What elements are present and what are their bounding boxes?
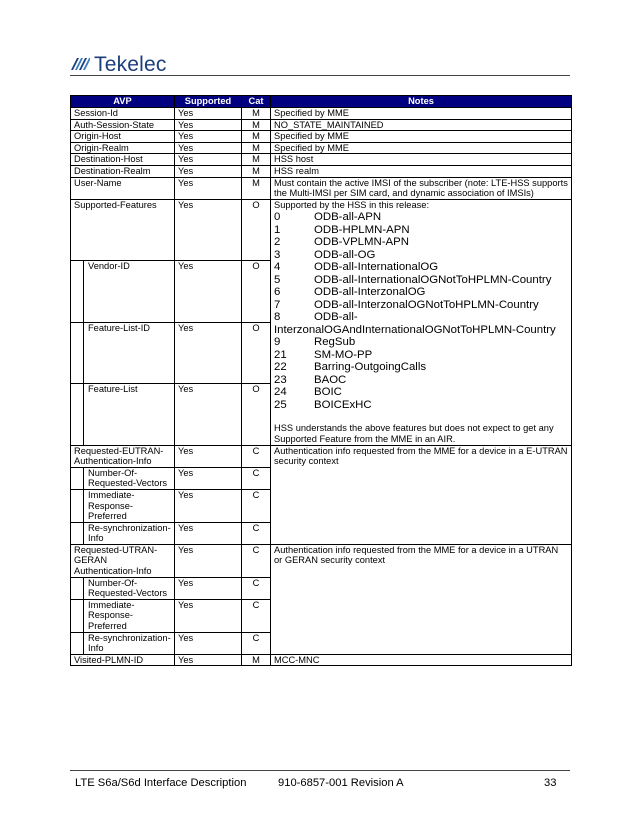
avp-name: Auth-Session-State bbox=[71, 119, 175, 131]
notes-text: Specified by MME bbox=[271, 131, 572, 143]
avp-table bbox=[70, 95, 572, 666]
page-header bbox=[70, 52, 167, 76]
feature-item bbox=[274, 374, 568, 387]
table-row bbox=[71, 199, 572, 260]
cat-value: M bbox=[242, 154, 271, 166]
cat-value: O bbox=[242, 384, 271, 445]
cat-value: M bbox=[242, 165, 271, 177]
feature-name: ODB-all-InternationalOGNotToHPLMN-Country bbox=[314, 273, 552, 286]
child-avp-name: Vendor-ID bbox=[88, 261, 130, 272]
feature-number: 9 bbox=[274, 336, 281, 349]
feature-item bbox=[274, 286, 568, 299]
supported-value: Yes bbox=[175, 654, 242, 666]
indent-bar bbox=[83, 260, 84, 322]
child-avp-cell bbox=[71, 467, 175, 489]
cat-value: C bbox=[242, 544, 271, 577]
table-header-row bbox=[71, 96, 572, 108]
tekelec-logo-icon bbox=[70, 54, 90, 74]
child-avp-cell bbox=[71, 599, 175, 632]
feature-number: 7 bbox=[274, 298, 281, 311]
notes-outro: HSS understands the above features but does not expect to get any Supported Feature from the MME in an AIR. bbox=[274, 423, 554, 444]
feature-item bbox=[274, 311, 568, 324]
avp-name: User-Name bbox=[71, 177, 175, 199]
notes-text: Specified by MME bbox=[271, 142, 572, 154]
supported-value: Yes bbox=[175, 131, 242, 143]
indent-bar bbox=[83, 489, 84, 523]
table-row bbox=[71, 544, 572, 577]
feature-number: 2 bbox=[274, 236, 281, 249]
supported-value: Yes bbox=[175, 199, 242, 260]
feature-item bbox=[274, 299, 568, 312]
feature-name: BOIC bbox=[314, 386, 342, 399]
avp-name: Destination-Realm bbox=[71, 165, 175, 177]
supported-value: Yes bbox=[175, 599, 242, 632]
notes-text: Specified by MME bbox=[271, 108, 572, 120]
indent-bar bbox=[83, 322, 84, 384]
supported-features-notes bbox=[271, 199, 572, 445]
feature-name: ODB-all-OG bbox=[314, 248, 376, 261]
notes-text: NO_STATE_MAINTAINED bbox=[271, 119, 572, 131]
cat-value: O bbox=[242, 322, 271, 383]
child-avp-name: Immediate-Response-Preferred bbox=[88, 489, 135, 522]
avp-name: Destination-Host bbox=[71, 154, 175, 166]
feature-name: Barring-OutgoingCalls bbox=[314, 361, 427, 374]
supported-value: Yes bbox=[175, 577, 242, 599]
supported-value: Yes bbox=[175, 445, 242, 467]
feature-name: BAOC bbox=[314, 373, 347, 386]
cat-value: O bbox=[242, 199, 271, 260]
notes-text: Authentication info requested from the MME for a device in a E-UTRAN security context bbox=[271, 445, 572, 544]
feature-number: 1 bbox=[274, 223, 281, 236]
cat-value: C bbox=[242, 467, 271, 489]
cat-value: M bbox=[242, 131, 271, 143]
feature-item bbox=[274, 336, 568, 349]
indent-bar bbox=[83, 522, 84, 545]
supported-value: Yes bbox=[175, 177, 242, 199]
footer-revision: 910-6857-001 Revision A bbox=[278, 777, 404, 789]
feature-number: 4 bbox=[274, 261, 281, 274]
cat-value: O bbox=[242, 261, 271, 322]
footer-rule bbox=[70, 770, 570, 771]
child-avp-name: Number-Of-Requested-Vectors bbox=[88, 577, 168, 599]
indent-bar bbox=[83, 632, 84, 655]
feature-item bbox=[274, 224, 568, 237]
feature-number: 25 bbox=[274, 398, 287, 411]
feature-name: ODB-VPLMN-APN bbox=[314, 236, 409, 249]
feature-item bbox=[274, 236, 568, 249]
header-rule bbox=[70, 75, 570, 76]
child-avp-name: Immediate-Response-Preferred bbox=[88, 599, 135, 632]
feature-name: ODB-HPLMN-APN bbox=[314, 223, 410, 236]
feature-item bbox=[274, 211, 568, 224]
feature-number: 6 bbox=[274, 286, 281, 299]
feature-name: ODB-all-InterzonalOG bbox=[314, 286, 426, 299]
cat-value: M bbox=[242, 119, 271, 131]
feature-name: ODB-all-APN bbox=[314, 211, 382, 224]
child-avp-cell bbox=[71, 632, 175, 654]
notes-text: MCC-MNC bbox=[271, 654, 572, 666]
child-avp-cell bbox=[71, 322, 175, 383]
table-row bbox=[71, 108, 572, 120]
cat-value: C bbox=[242, 577, 271, 599]
avp-name: Requested-EUTRAN-Authentication-Info bbox=[71, 445, 175, 467]
col-header-supported: Supported bbox=[175, 96, 242, 108]
spacer bbox=[274, 411, 568, 423]
cat-value: C bbox=[242, 522, 271, 544]
notes-text: Must contain the active IMSI of the subscriber (note: LTE-HSS supports the Multi-IMSI per SIM card, and dynamic association of IMSIs) bbox=[271, 177, 572, 199]
supported-value: Yes bbox=[175, 119, 242, 131]
feature-item bbox=[274, 324, 568, 337]
child-avp-name: Re-synchronization-Info bbox=[88, 632, 171, 654]
feature-name: InterzonalOGAndInternationalOGNotToHPLMN-Country bbox=[274, 323, 556, 336]
feature-item bbox=[274, 261, 568, 274]
avp-name: Visited-PLMN-ID bbox=[71, 654, 175, 666]
feature-number: 21 bbox=[274, 348, 287, 361]
avp-name: Origin-Realm bbox=[71, 142, 175, 154]
supported-value: Yes bbox=[175, 322, 242, 383]
cat-value: C bbox=[242, 632, 271, 654]
notes-intro: Supported by the HSS in this release: bbox=[274, 199, 430, 210]
indent-bar bbox=[83, 383, 84, 445]
feature-item bbox=[274, 249, 568, 262]
notes-text: Authentication info requested from the MME for a device in a UTRAN or GERAN security context bbox=[271, 544, 572, 654]
feature-name: ODB-all-InternationalOG bbox=[314, 261, 439, 274]
feature-number: 5 bbox=[274, 273, 281, 286]
supported-value: Yes bbox=[175, 142, 242, 154]
child-avp-cell bbox=[71, 384, 175, 445]
feature-name: RegSub bbox=[314, 336, 356, 349]
child-avp-name: Re-synchronization-Info bbox=[88, 522, 171, 544]
col-header-notes: Notes bbox=[271, 96, 572, 108]
avp-name: Supported-Features bbox=[71, 199, 175, 260]
feature-name: ODB-all- bbox=[314, 311, 358, 324]
avp-name: Origin-Host bbox=[71, 131, 175, 143]
col-header-avp: AVP bbox=[71, 96, 175, 108]
supported-value: Yes bbox=[175, 261, 242, 322]
footer-doc-title: LTE S6a/S6d Interface Description bbox=[75, 777, 247, 789]
feature-item bbox=[274, 349, 568, 362]
indent-bar bbox=[83, 467, 84, 490]
table-row bbox=[71, 445, 572, 467]
feature-item bbox=[274, 386, 568, 399]
child-avp-name: Number-Of-Requested-Vectors bbox=[88, 467, 168, 489]
supported-value: Yes bbox=[175, 165, 242, 177]
table-row bbox=[71, 165, 572, 177]
feature-name: SM-MO-PP bbox=[314, 348, 373, 361]
supported-value: Yes bbox=[175, 154, 242, 166]
indent-bar bbox=[83, 577, 84, 600]
cat-value: M bbox=[242, 654, 271, 666]
col-header-cat: Cat bbox=[242, 96, 271, 108]
feature-number: 22 bbox=[274, 361, 287, 374]
cat-value: M bbox=[242, 108, 271, 120]
feature-list bbox=[274, 211, 568, 411]
supported-value: Yes bbox=[175, 108, 242, 120]
cat-value: M bbox=[242, 177, 271, 199]
cat-value: C bbox=[242, 599, 271, 632]
table-row bbox=[71, 177, 572, 199]
feature-name: BOICExHC bbox=[314, 398, 372, 411]
table-row bbox=[71, 142, 572, 154]
table-row bbox=[71, 131, 572, 143]
avp-name: Session-Id bbox=[71, 108, 175, 120]
feature-item bbox=[274, 399, 568, 412]
child-avp-cell bbox=[71, 522, 175, 544]
child-avp-cell bbox=[71, 577, 175, 599]
cat-value: M bbox=[242, 142, 271, 154]
footer-page-number: 33 bbox=[544, 777, 557, 789]
child-avp-cell bbox=[71, 261, 175, 322]
cat-value: C bbox=[242, 445, 271, 467]
table-row bbox=[71, 654, 572, 666]
indent-bar bbox=[83, 599, 84, 633]
supported-value: Yes bbox=[175, 384, 242, 445]
feature-number: 23 bbox=[274, 373, 287, 386]
supported-value: Yes bbox=[175, 489, 242, 522]
cat-value: C bbox=[242, 489, 271, 522]
notes-text: HSS realm bbox=[271, 165, 572, 177]
feature-item bbox=[274, 361, 568, 374]
supported-value: Yes bbox=[175, 544, 242, 577]
supported-value: Yes bbox=[175, 467, 242, 489]
child-avp-name: Feature-List bbox=[88, 384, 138, 395]
feature-item bbox=[274, 274, 568, 287]
feature-number: 24 bbox=[274, 386, 287, 399]
table-row bbox=[71, 154, 572, 166]
feature-number: 3 bbox=[274, 248, 281, 261]
feature-number: 0 bbox=[274, 211, 281, 224]
notes-text: HSS host bbox=[271, 154, 572, 166]
feature-number: 8 bbox=[274, 311, 281, 324]
supported-value: Yes bbox=[175, 632, 242, 654]
child-avp-name: Feature-List-ID bbox=[88, 322, 150, 333]
child-avp-cell bbox=[71, 489, 175, 522]
logo-text: Tekelec bbox=[94, 52, 167, 76]
table-row bbox=[71, 119, 572, 131]
supported-value: Yes bbox=[175, 522, 242, 544]
feature-name: ODB-all-InterzonalOGNotToHPLMN-Country bbox=[314, 298, 539, 311]
avp-name: Requested-UTRAN-GERAN Authentication-Info bbox=[71, 544, 175, 577]
